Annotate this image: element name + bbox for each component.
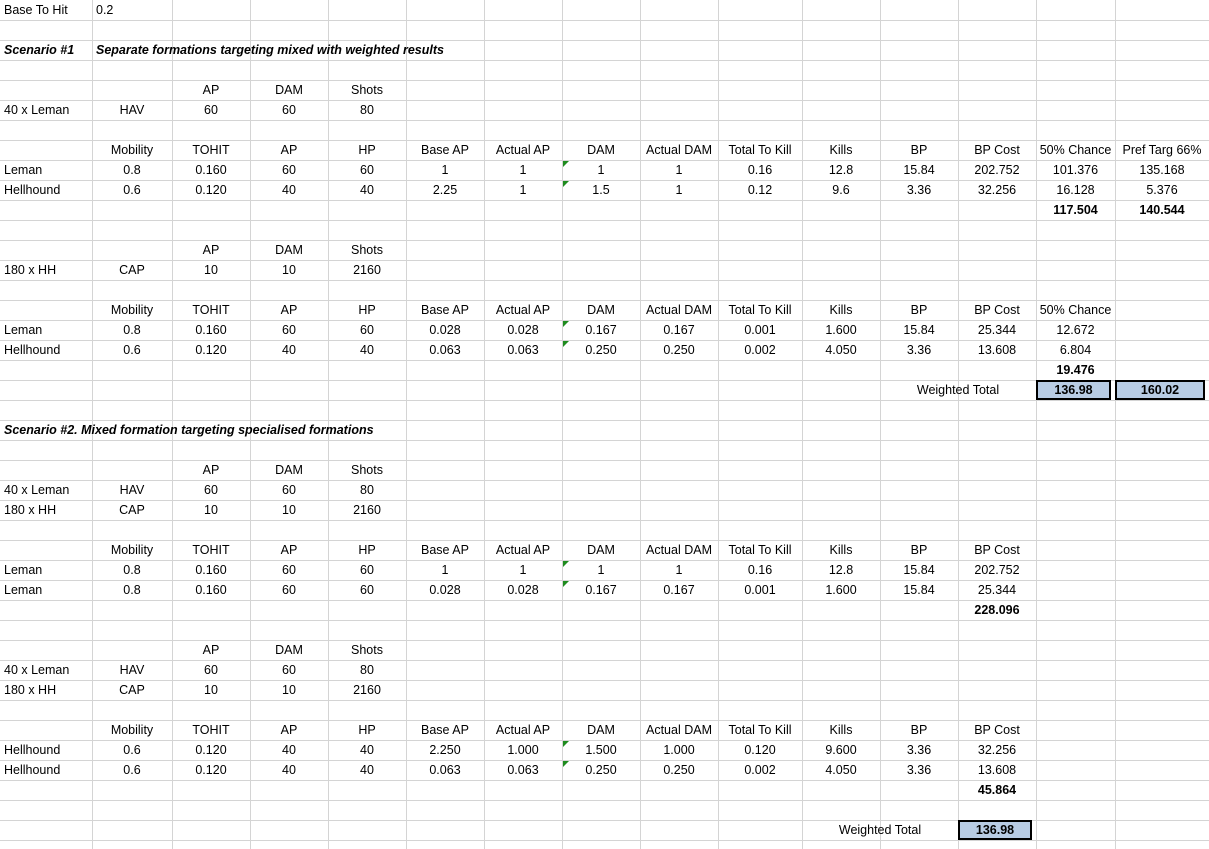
comment-indicator-icon (563, 761, 569, 767)
target-header[interactable]: 50% Chance (1039, 143, 1112, 157)
target-value[interactable]: 0.8 (123, 563, 141, 577)
comment-indicator-icon (563, 741, 569, 747)
target-value[interactable]: 0.160 (195, 583, 227, 597)
target-header[interactable]: BP (910, 543, 928, 557)
target-value[interactable]: 0.120 (195, 343, 227, 357)
attack-header[interactable]: Shots (351, 643, 383, 657)
target-header[interactable]: Actual AP (495, 143, 551, 157)
target-value[interactable]: 1.600 (825, 323, 857, 337)
target-header[interactable]: Base AP (421, 723, 469, 737)
target-header[interactable]: Actual DAM (646, 543, 712, 557)
target-value[interactable]: 0.002 (744, 763, 776, 777)
target-value[interactable]: 0.250 (663, 343, 695, 357)
target-name[interactable]: Hellhound (4, 343, 61, 357)
target-value[interactable]: 1 (675, 183, 683, 197)
target-value[interactable]: 9.600 (825, 743, 857, 757)
target-value[interactable]: 40 (282, 763, 296, 777)
target-header[interactable]: Actual DAM (646, 303, 712, 317)
comment-indicator-icon (563, 181, 569, 187)
target-value[interactable]: 60 (360, 163, 374, 177)
target-value[interactable]: 15.84 (903, 323, 935, 337)
target-name[interactable]: Leman (4, 323, 43, 337)
target-value[interactable]: 1 (519, 563, 527, 577)
target-header[interactable]: 50% Chance (1039, 303, 1112, 317)
target-header[interactable]: Actual AP (495, 543, 551, 557)
attack-shots[interactable]: 2160 (353, 503, 381, 517)
target-value[interactable]: 0.001 (744, 583, 776, 597)
target-value[interactable]: 6.804 (1059, 343, 1092, 357)
target-value[interactable]: 60 (282, 583, 296, 597)
target-value[interactable]: 0.120 (744, 743, 776, 757)
target-value[interactable]: 1 (441, 563, 449, 577)
target-value[interactable]: 2.250 (429, 743, 461, 757)
row-gridline (0, 200, 1209, 201)
weapon-type[interactable]: HAV (119, 663, 145, 677)
target-name[interactable]: Hellhound (4, 183, 61, 197)
target-header[interactable]: HP (358, 303, 376, 317)
target-header[interactable]: HP (358, 143, 376, 157)
attacker-name[interactable]: 180 x HH (4, 683, 57, 697)
target-value[interactable]: 202.752 (974, 163, 1020, 177)
weapon-type[interactable]: CAP (119, 503, 145, 517)
target-value[interactable]: 1 (597, 563, 605, 577)
target-value[interactable]: 0.120 (195, 763, 227, 777)
target-value[interactable]: 40 (360, 763, 374, 777)
target-value[interactable]: 0.160 (195, 323, 227, 337)
target-value[interactable]: 1.5 (592, 183, 610, 197)
target-header[interactable]: Kills (829, 303, 853, 317)
row-gridline (0, 360, 1209, 361)
target-value[interactable]: 40 (360, 743, 374, 757)
comment-indicator-icon (563, 341, 569, 347)
target-header[interactable]: Total To Kill (728, 303, 792, 317)
target-value[interactable]: 9.6 (832, 183, 850, 197)
target-value[interactable]: 25.344 (977, 583, 1017, 597)
target-header[interactable]: HP (358, 543, 376, 557)
target-value[interactable]: 60 (282, 323, 296, 337)
target-value[interactable]: 0.16 (747, 563, 773, 577)
target-header[interactable]: AP (280, 143, 298, 157)
scenario-2-title[interactable]: Scenario #2. Mixed formation targeting specialised formations (4, 423, 374, 437)
target-header[interactable]: TOHIT (192, 303, 230, 317)
target-value[interactable]: 0.8 (123, 323, 141, 337)
column-gridline (1036, 0, 1037, 849)
target-header[interactable]: TOHIT (192, 543, 230, 557)
row-gridline (0, 440, 1209, 441)
target-value[interactable]: 4.050 (825, 343, 857, 357)
target-header[interactable]: Pref Targ 66% (1122, 143, 1202, 157)
target-header[interactable]: DAM (587, 303, 615, 317)
target-value[interactable]: 0.028 (429, 323, 461, 337)
attack-shots[interactable]: 80 (360, 483, 374, 497)
attack-header[interactable]: DAM (275, 83, 303, 97)
comment-indicator-icon (563, 581, 569, 587)
target-header[interactable]: AP (280, 543, 298, 557)
scenario-1-title[interactable]: Scenario #1 (4, 43, 75, 57)
target-value[interactable]: 0.6 (123, 743, 141, 757)
weighted-total-value[interactable]: 136.98 (958, 820, 1032, 840)
target-value[interactable]: 0.160 (195, 563, 227, 577)
attacker-name[interactable]: 180 x HH (4, 263, 57, 277)
target-value[interactable]: 0.6 (123, 763, 141, 777)
target-value[interactable]: 15.84 (903, 163, 935, 177)
scenario-1-subtitle[interactable]: Separate formations targeting mixed with weighted results (96, 43, 444, 57)
target-value[interactable]: 0.12 (747, 183, 773, 197)
target-header[interactable]: Total To Kill (728, 543, 792, 557)
target-name[interactable]: Hellhound (4, 743, 61, 757)
target-header[interactable]: TOHIT (192, 143, 230, 157)
target-header[interactable]: DAM (587, 143, 615, 157)
attack-ap[interactable]: 10 (204, 263, 218, 277)
target-value[interactable]: 32.256 (977, 743, 1017, 757)
target-value[interactable]: 1 (597, 163, 605, 177)
target-value[interactable]: 0.16 (747, 163, 773, 177)
target-header[interactable]: BP Cost (974, 543, 1020, 557)
target-value[interactable]: 13.608 (977, 343, 1017, 357)
row-gridline (0, 520, 1209, 521)
row-gridline (0, 220, 1209, 221)
attacker-name[interactable]: 40 x Leman (4, 483, 70, 497)
attack-dam[interactable]: 10 (282, 683, 296, 697)
column-gridline (1115, 0, 1116, 849)
target-value[interactable]: 1 (519, 183, 527, 197)
target-header[interactable]: Actual DAM (646, 143, 712, 157)
attacker-name[interactable]: 180 x HH (4, 503, 57, 517)
target-value[interactable]: 3.36 (906, 183, 932, 197)
target-value[interactable]: 60 (360, 583, 374, 597)
target-value[interactable]: 40 (282, 743, 296, 757)
target-value[interactable]: 60 (360, 323, 374, 337)
target-value[interactable]: 0.063 (507, 763, 539, 777)
weapon-type[interactable]: HAV (119, 103, 145, 117)
row-gridline (0, 120, 1209, 121)
target-header[interactable]: BP (910, 143, 928, 157)
target-header[interactable]: Total To Kill (728, 143, 792, 157)
target-value[interactable]: 5.376 (1146, 183, 1178, 197)
target-value[interactable]: 1 (675, 563, 683, 577)
target-value[interactable]: 25.344 (977, 323, 1017, 337)
row-gridline (0, 620, 1209, 621)
target-value[interactable]: 0.250 (585, 763, 617, 777)
target-value[interactable]: 1.500 (585, 743, 617, 757)
target-header[interactable]: Mobility (110, 723, 154, 737)
attack-header[interactable]: AP (202, 643, 220, 657)
target-value[interactable]: 0.167 (585, 323, 617, 337)
target-value[interactable]: 1 (519, 163, 527, 177)
row-gridline (0, 20, 1209, 21)
target-value[interactable]: 40 (360, 183, 374, 197)
target-name[interactable]: Hellhound (4, 763, 61, 777)
target-header[interactable]: Kills (829, 143, 853, 157)
target-value[interactable]: 0.028 (507, 323, 539, 337)
attack-ap[interactable]: 10 (204, 683, 218, 697)
attack-header[interactable]: Shots (351, 83, 383, 97)
target-value[interactable]: 0.063 (507, 343, 539, 357)
target-value[interactable]: 12.672 (1056, 323, 1095, 337)
weighted-total-value[interactable]: 160.02 (1115, 380, 1205, 400)
target-value[interactable]: 1 (441, 163, 449, 177)
weapon-type[interactable]: CAP (119, 263, 145, 277)
target-header[interactable]: BP (910, 303, 928, 317)
target-value[interactable]: 0.120 (195, 183, 227, 197)
attack-dam[interactable]: 60 (282, 103, 296, 117)
target-header[interactable]: DAM (587, 723, 615, 737)
target-header[interactable]: Base AP (421, 143, 469, 157)
row-gridline (0, 700, 1209, 701)
target-value[interactable]: 0.167 (585, 583, 617, 597)
target-value[interactable]: 0.167 (663, 583, 695, 597)
attack-header[interactable]: AP (202, 83, 220, 97)
target-value[interactable]: 0.167 (663, 323, 695, 337)
attacker-name[interactable]: 40 x Leman (4, 663, 70, 677)
total-50-chance[interactable]: 19.476 (1056, 363, 1095, 377)
target-value[interactable]: 3.36 (906, 743, 932, 757)
target-header[interactable]: AP (280, 723, 298, 737)
target-value[interactable]: 40 (360, 343, 374, 357)
target-value[interactable]: 60 (282, 163, 296, 177)
target-header[interactable]: HP (358, 723, 376, 737)
attack-shots[interactable]: 2160 (353, 263, 381, 277)
target-value[interactable]: 60 (360, 563, 374, 577)
target-header[interactable]: Mobility (110, 143, 154, 157)
target-value[interactable]: 1.000 (663, 743, 695, 757)
attack-dam[interactable]: 60 (282, 483, 296, 497)
attack-shots[interactable]: 80 (360, 103, 374, 117)
attack-ap[interactable]: 10 (204, 503, 218, 517)
bp-cost-total[interactable]: 228.096 (974, 603, 1020, 617)
target-header[interactable]: BP (910, 723, 928, 737)
attack-shots[interactable]: 80 (360, 663, 374, 677)
attack-ap[interactable]: 60 (204, 663, 218, 677)
attack-dam[interactable]: 60 (282, 663, 296, 677)
row-gridline (0, 800, 1209, 801)
target-name[interactable]: Leman (4, 563, 43, 577)
target-header[interactable]: Actual AP (495, 303, 551, 317)
target-value[interactable]: 0.160 (195, 163, 227, 177)
weighted-total-label[interactable]: Weighted Total (838, 823, 922, 837)
attack-dam[interactable]: 10 (282, 263, 296, 277)
target-value[interactable]: 0.063 (429, 343, 461, 357)
target-header[interactable]: Actual DAM (646, 723, 712, 737)
target-value[interactable]: 0.250 (585, 343, 617, 357)
target-header[interactable]: Mobility (110, 303, 154, 317)
total-pref-targ[interactable]: 140.544 (1139, 203, 1185, 217)
target-value[interactable]: 4.050 (825, 763, 857, 777)
target-value[interactable]: 2.25 (432, 183, 458, 197)
target-header[interactable]: Kills (829, 723, 853, 737)
target-value[interactable]: 0.250 (663, 763, 695, 777)
target-value[interactable]: 0.120 (195, 743, 227, 757)
target-value[interactable]: 13.608 (977, 763, 1017, 777)
target-value[interactable]: 15.84 (903, 563, 935, 577)
target-value[interactable]: 12.8 (828, 163, 854, 177)
comment-indicator-icon (563, 561, 569, 567)
row-gridline (0, 60, 1209, 61)
attack-dam[interactable]: 10 (282, 503, 296, 517)
target-header[interactable]: DAM (587, 543, 615, 557)
target-value[interactable]: 0.6 (123, 343, 141, 357)
target-value[interactable]: 0.002 (744, 343, 776, 357)
target-value[interactable]: 32.256 (977, 183, 1017, 197)
attacker-name[interactable]: 40 x Leman (4, 103, 70, 117)
target-value[interactable]: 0.001 (744, 323, 776, 337)
row-gridline (0, 280, 1209, 281)
target-header[interactable]: TOHIT (192, 723, 230, 737)
base-to-hit-value[interactable]: 0.2 (96, 3, 114, 17)
target-header[interactable]: BP Cost (974, 723, 1020, 737)
target-value[interactable]: 3.36 (906, 343, 932, 357)
target-value[interactable]: 135.168 (1139, 163, 1185, 177)
target-value[interactable]: 16.128 (1056, 183, 1095, 197)
target-value[interactable]: 0.063 (429, 763, 461, 777)
base-to-hit-label[interactable]: Base To Hit (4, 3, 68, 17)
target-header[interactable]: Actual AP (495, 723, 551, 737)
target-value[interactable]: 60 (282, 563, 296, 577)
weighted-total-label[interactable]: Weighted Total (916, 383, 1000, 397)
target-value[interactable]: 40 (282, 183, 296, 197)
weapon-type[interactable]: HAV (119, 483, 145, 497)
target-value[interactable]: 0.028 (507, 583, 539, 597)
target-header[interactable]: Total To Kill (728, 723, 792, 737)
target-value[interactable]: 15.84 (903, 583, 935, 597)
target-name[interactable]: Leman (4, 583, 43, 597)
attack-header[interactable]: DAM (275, 643, 303, 657)
target-header[interactable]: AP (280, 303, 298, 317)
target-value[interactable]: 202.752 (974, 563, 1020, 577)
target-value[interactable]: 101.376 (1052, 163, 1099, 177)
target-value[interactable]: 0.028 (429, 583, 461, 597)
attack-header[interactable]: Shots (351, 243, 383, 257)
target-header[interactable]: Kills (829, 543, 853, 557)
row-gridline (0, 400, 1209, 401)
target-value[interactable]: 0.8 (123, 583, 141, 597)
target-header[interactable]: Mobility (110, 543, 154, 557)
target-value[interactable]: 1.000 (507, 743, 539, 757)
attack-header[interactable]: Shots (351, 463, 383, 477)
attack-header[interactable]: AP (202, 463, 220, 477)
weighted-total-value[interactable]: 136.98 (1036, 380, 1111, 400)
target-header[interactable]: BP Cost (974, 143, 1020, 157)
target-name[interactable]: Leman (4, 163, 43, 177)
target-header[interactable]: Base AP (421, 303, 469, 317)
row-gridline (0, 840, 1209, 841)
total-50-chance[interactable]: 117.504 (1053, 203, 1098, 217)
target-value[interactable]: 3.36 (906, 763, 932, 777)
attack-header[interactable]: AP (202, 243, 220, 257)
comment-indicator-icon (563, 321, 569, 327)
target-value[interactable]: 12.8 (828, 563, 854, 577)
target-value[interactable]: 40 (282, 343, 296, 357)
target-header[interactable]: Base AP (421, 543, 469, 557)
attack-ap[interactable]: 60 (204, 103, 218, 117)
target-header[interactable]: BP Cost (974, 303, 1020, 317)
attack-header[interactable]: DAM (275, 463, 303, 477)
target-value[interactable]: 1 (675, 163, 683, 177)
attack-shots[interactable]: 2160 (353, 683, 381, 697)
target-value[interactable]: 1.600 (825, 583, 857, 597)
bp-cost-total[interactable]: 45.864 (977, 783, 1017, 797)
weapon-type[interactable]: CAP (119, 683, 145, 697)
comment-indicator-icon (563, 161, 569, 167)
attack-header[interactable]: DAM (275, 243, 303, 257)
attack-ap[interactable]: 60 (204, 483, 218, 497)
target-value[interactable]: 0.6 (123, 183, 141, 197)
target-value[interactable]: 0.8 (123, 163, 141, 177)
